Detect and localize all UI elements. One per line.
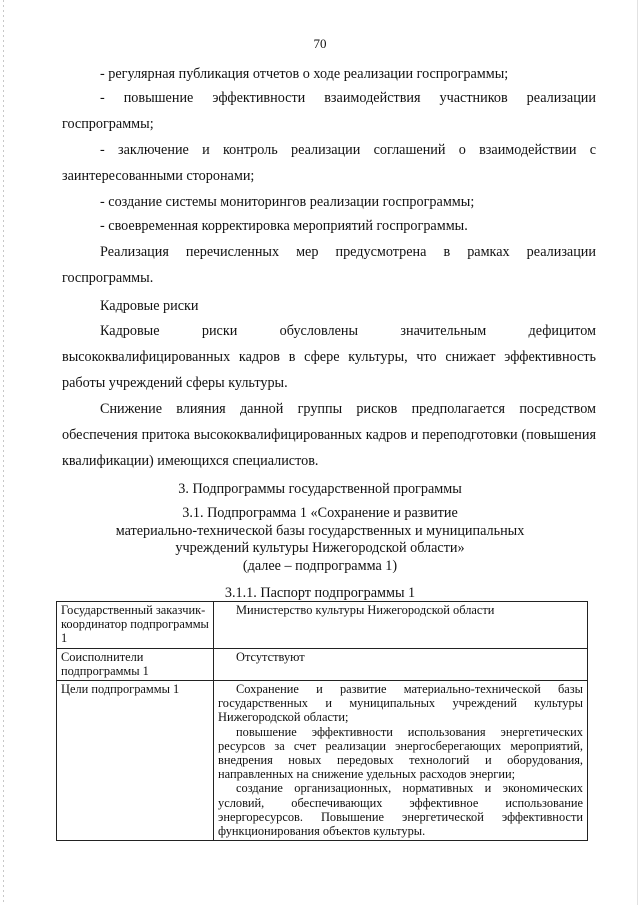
paragraph-2: - повышение эффективности взаимодействия участников реализации госпрограммы; [62,90,596,132]
row-label-coexecutors: Соисполнители подпрограммы 1 [57,648,214,680]
row-value-customer [214,602,588,649]
row-value-coexecutors-text: Отсутствуют [236,649,305,664]
row-label-goals: Цели подпрограммы 1 [57,681,214,841]
table-caption-text: 3.1.1. Паспорт подпрограммы 1 [224,585,416,601]
scan-edge-right [637,0,638,905]
subprogram-title-line-4: (далее – подпрограмма 1) [242,557,398,574]
paragraph-kadrovye-heading: Кадровые риски [100,298,199,314]
subprogram-title [0,505,640,575]
table-row [57,681,588,841]
paragraph-7: Кадровые риски обусловлены значительным дефицитом высококвалифицированных кадров в сфере культуры, что снижает эффективность работы учреждений сферы культуры. [62,323,596,391]
subprogram-title-line-1: 3.1. Подпрограмма 1 «Сохранение и развитие [182,505,458,521]
paragraph-6: Реализация перечисленных мер предусмотрена в рамках реализации госпрограммы. [62,244,596,286]
paragraph-4: - создание системы мониторингов реализации госпрограммы; [100,194,475,210]
section-heading: 3. Подпрограммы государственной программы [178,481,462,497]
row-value-coexecutors [214,648,588,680]
goal-paragraph-1: Сохранение и развитие материально-технической базы государственных и муниципальных учреждений культуры Нижегородской области; [218,682,583,725]
goal-paragraph-2: повышение эффективности использования энергетических ресурсов за счет реализации энергосберегающих мероприятий, внедрения новых передовых технологий и оборудования, направленных на снижение удельных расходов энергии; [218,724,583,782]
passport-table [56,601,588,841]
row-value-customer-text: Министерство культуры Нижегородской области [236,603,495,617]
page-number: 70 [313,36,327,51]
table-caption [0,585,640,602]
goal-paragraph-3: создание организационных, нормативных и экономических условий, обеспечивающих эффективное использование энергоресурсов. Повышение энергетической эффективности функционирования объектов культуры. [218,781,583,839]
paragraph-5: - своевременная корректировка мероприятий госпрограммы. [100,218,468,234]
row-label-customer: Государственный заказчик-координатор подпрограммы 1 [57,602,214,649]
paragraph-1: - регулярная публикация отчетов о ходе реализации госпрограммы; [100,66,509,82]
scan-edge-left [3,0,4,905]
table-row [57,602,588,649]
paragraph-8: Снижение влияния данной группы рисков предполагается посредством обеспечения притока высококвалифицированных кадров и переподготовки (повышения квалификации) имеющихся специалистов. [62,401,596,469]
table-row [57,648,588,680]
subprogram-title-line-3: учреждений культуры Нижегородской области» [175,540,465,556]
paragraph-3: - заключение и контроль реализации соглашений о взаимодействии с заинтересованными сторонами; [62,142,596,184]
subprogram-title-line-2: материально-технической базы государственных и муниципальных [115,522,525,539]
row-value-goals [214,681,588,841]
